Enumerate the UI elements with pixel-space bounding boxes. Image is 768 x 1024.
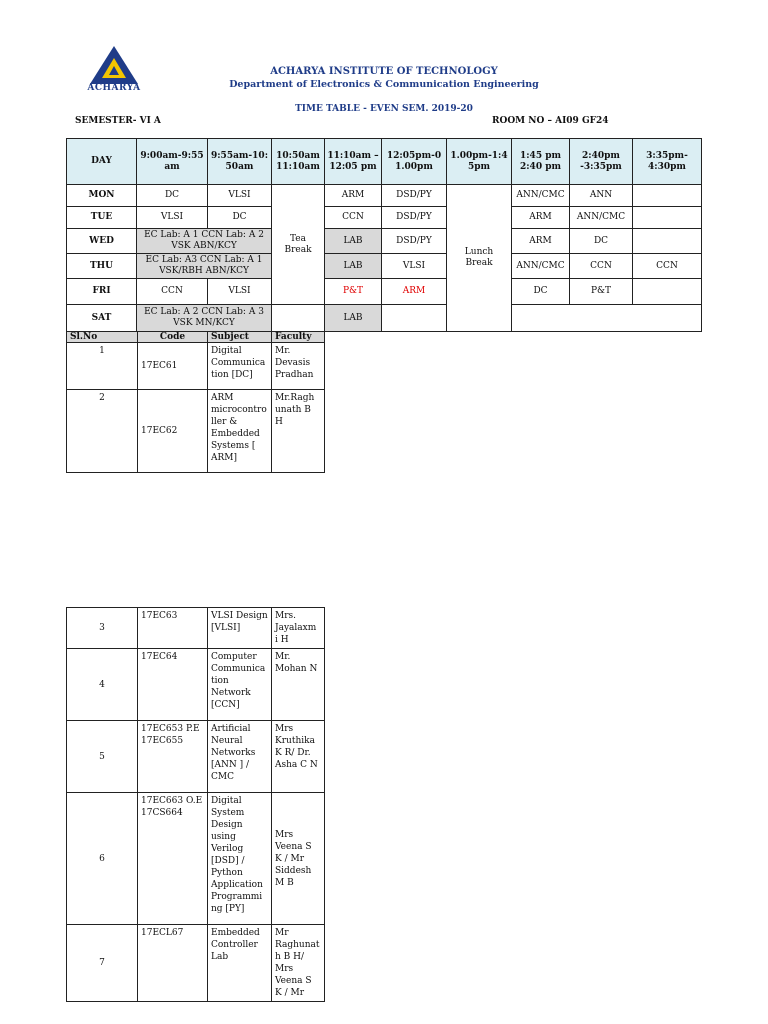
lab-cell bbox=[137, 229, 272, 254]
subject-row bbox=[67, 793, 325, 925]
lab-batches: EC Lab: A 1 CCN Lab: A 2 bbox=[144, 230, 264, 240]
slno-cell: 4 bbox=[67, 649, 138, 721]
slot-cell bbox=[633, 185, 702, 207]
subject-header-row bbox=[67, 332, 325, 343]
timetable-title: TIME TABLE - EVEN SEM. 2019-20 bbox=[295, 104, 473, 114]
slot-cell: CCN bbox=[570, 254, 633, 279]
code-cell: 17EC653 P.E 17EC655 bbox=[138, 721, 208, 793]
col-header: 2:40pm -3:35pm bbox=[570, 139, 633, 185]
slot-cell: CCN bbox=[137, 279, 208, 305]
col-header: 9:55am-10: 50am bbox=[208, 139, 272, 185]
code-cell: 17EC63 bbox=[138, 608, 208, 649]
subject-row bbox=[67, 925, 325, 1002]
slno-cell: 5 bbox=[67, 721, 138, 793]
row-mon bbox=[67, 185, 702, 207]
faculty-cell: Mrs Kruthika K R/ Dr. Asha C N bbox=[272, 721, 325, 793]
lab-batches: EC Lab: A3 CCN Lab: A 1 bbox=[145, 255, 263, 265]
slot-cell: ANN bbox=[570, 185, 633, 207]
slno-cell: 3 bbox=[67, 608, 138, 649]
day-cell: FRI bbox=[67, 279, 137, 305]
slot-cell: ANN/CMC bbox=[512, 185, 570, 207]
lab-staff: VSK/RBH ABN/KCY bbox=[159, 266, 249, 276]
lab-staff: VSK MN/KCY bbox=[173, 318, 235, 328]
day-cell: MON bbox=[67, 185, 137, 207]
slot-cell: P&T bbox=[325, 279, 382, 305]
slot-cell: DC bbox=[137, 185, 208, 207]
day-cell: SAT bbox=[67, 305, 137, 332]
col-header: 11:10am – 12:05 pm bbox=[325, 139, 382, 185]
subject-cell: Digital System Design using Verilog [DSD] / Python Application Programmi ng [PY] bbox=[208, 793, 272, 925]
slot-cell: VLSI bbox=[208, 279, 272, 305]
code-cell: 17EC62 bbox=[138, 390, 208, 473]
faculty-cell: Mr Raghunat h B H/ Mrs Veena S K / Mr bbox=[272, 925, 325, 1002]
slot-cell: VLSI bbox=[137, 207, 208, 229]
slot-cell: DC bbox=[208, 207, 272, 229]
slot-cell: VLSI bbox=[208, 185, 272, 207]
subject-row bbox=[67, 608, 325, 649]
timetable-header-row bbox=[67, 139, 702, 185]
empty-cell bbox=[512, 305, 702, 332]
slot-cell: LAB bbox=[325, 229, 382, 254]
col-header: 1.00pm-1:4 5pm bbox=[447, 139, 512, 185]
slot-cell bbox=[633, 279, 702, 305]
subject-cell: VLSI Design [VLSI] bbox=[208, 608, 272, 649]
day-cell: WED bbox=[67, 229, 137, 254]
slot-cell: DC bbox=[570, 229, 633, 254]
slno-cell: 7 bbox=[67, 925, 138, 1002]
slot-cell: LAB bbox=[325, 305, 382, 332]
code-cell: 17EC663 O.E 17CS664 bbox=[138, 793, 208, 925]
day-cell: THU bbox=[67, 254, 137, 279]
subject-row bbox=[67, 721, 325, 793]
col-header: DAY bbox=[67, 139, 137, 185]
institute-name: ACHARYA INSTITUTE OF TECHNOLOGY bbox=[270, 66, 498, 77]
slno-cell: 1 bbox=[67, 343, 138, 390]
slot-cell: VLSI bbox=[382, 254, 447, 279]
subject-cell: Embedded Controller Lab bbox=[208, 925, 272, 1002]
faculty-cell: Mr. Mohan N bbox=[272, 649, 325, 721]
lab-cell bbox=[137, 254, 272, 279]
lunch-break-cell: Lunch Break bbox=[447, 185, 512, 332]
row-wed bbox=[67, 229, 702, 254]
subject-cell: ARM microcontro ller & Embedded Systems [ ARM] bbox=[208, 390, 272, 473]
faculty-cell: Mrs Veena S K / Mr Siddesh M B bbox=[272, 793, 325, 925]
col-header: 1:45 pm 2:40 pm bbox=[512, 139, 570, 185]
code-cell: 17EC61 bbox=[138, 343, 208, 390]
code-header: Code bbox=[138, 332, 208, 343]
slot-cell: P&T bbox=[570, 279, 633, 305]
slot-cell: DSD/PY bbox=[382, 185, 447, 207]
subject-cell: Digital Communica tion [DC] bbox=[208, 343, 272, 390]
code-cell: 17ECL67 bbox=[138, 925, 208, 1002]
subject-header: Subject bbox=[208, 332, 272, 343]
room-label: ROOM NO – AI09 GF24 bbox=[492, 116, 609, 126]
lab-batches: EC Lab: A 2 CCN Lab: A 3 bbox=[144, 307, 264, 317]
faculty-cell: Mr. Devasis Pradhan bbox=[272, 343, 325, 390]
slot-cell: ARM bbox=[512, 207, 570, 229]
slot-cell: ANN/CMC bbox=[570, 207, 633, 229]
slno-cell: 6 bbox=[67, 793, 138, 925]
tea-break-cell: Tea Break bbox=[272, 185, 325, 305]
subject-cell: Computer Communica tion Network [CCN] bbox=[208, 649, 272, 721]
slot-cell: LAB bbox=[325, 254, 382, 279]
subject-row bbox=[67, 390, 325, 473]
row-tue bbox=[67, 207, 702, 229]
slot-cell: CCN bbox=[325, 207, 382, 229]
row-fri bbox=[67, 279, 702, 305]
semester-label: SEMESTER- VI A bbox=[75, 116, 161, 126]
slot-cell: ARM bbox=[382, 279, 447, 305]
slot-cell: ANN/CMC bbox=[512, 254, 570, 279]
slno-cell: 2 bbox=[67, 390, 138, 473]
slot-cell bbox=[633, 229, 702, 254]
col-header: 9:00am-9:55 am bbox=[137, 139, 208, 185]
day-cell: TUE bbox=[67, 207, 137, 229]
faculty-header: Faculty bbox=[272, 332, 325, 343]
col-header: 10:50am 11:10am bbox=[272, 139, 325, 185]
faculty-cell: Mr.Ragh unath B H bbox=[272, 390, 325, 473]
faculty-cell: Mrs. Jayalaxm i H bbox=[272, 608, 325, 649]
code-cell: 17EC64 bbox=[138, 649, 208, 721]
col-header: 12:05pm-0 1.00pm bbox=[382, 139, 447, 185]
slot-cell bbox=[382, 305, 447, 332]
empty-cell bbox=[272, 305, 325, 332]
logo-text: ACHARYA bbox=[87, 83, 141, 93]
department-name: Department of Electronics & Communication Engineering bbox=[229, 79, 539, 90]
subject-table-continued bbox=[66, 607, 325, 1002]
slno-header: Sl.No bbox=[67, 332, 138, 343]
row-sat bbox=[67, 305, 702, 332]
slot-cell: ARM bbox=[512, 229, 570, 254]
row-thu bbox=[67, 254, 702, 279]
slot-cell: CCN bbox=[633, 254, 702, 279]
subject-cell: Artificial Neural Networks [ANN ] / CMC bbox=[208, 721, 272, 793]
lab-staff: VSK ABN/KCY bbox=[171, 241, 237, 251]
lab-cell bbox=[137, 305, 272, 332]
slot-cell: DSD/PY bbox=[382, 207, 447, 229]
slot-cell bbox=[633, 207, 702, 229]
slot-cell: DC bbox=[512, 279, 570, 305]
subject-row bbox=[67, 649, 325, 721]
subject-table bbox=[66, 331, 325, 473]
slot-cell: DSD/PY bbox=[382, 229, 447, 254]
col-header: 3:35pm- 4:30pm bbox=[633, 139, 702, 185]
subject-row bbox=[67, 343, 325, 390]
timetable bbox=[66, 138, 702, 332]
slot-cell: ARM bbox=[325, 185, 382, 207]
